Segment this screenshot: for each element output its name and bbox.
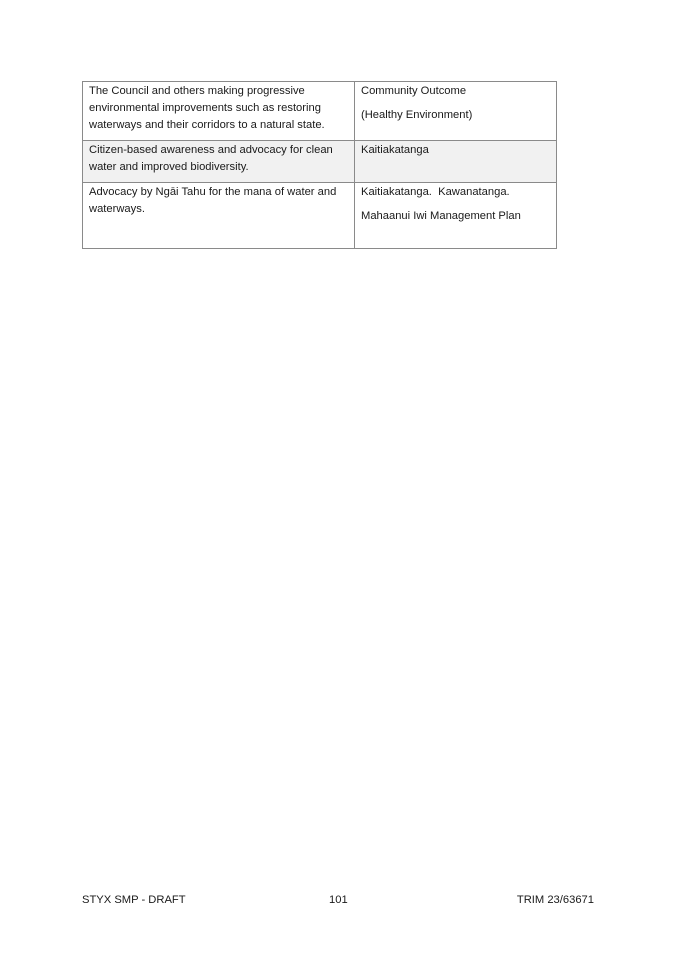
table-cell-right xyxy=(355,82,557,141)
table-row xyxy=(83,82,557,141)
cell-text: The Council and others making progressive environmental improvements such as restoring waterways and their corridors to a natural state. xyxy=(89,85,325,131)
table-cell-left xyxy=(83,82,355,141)
footer-trim-reference: TRIM 23/63671 xyxy=(516,894,594,906)
table-cell-right xyxy=(355,141,557,183)
cell-text: Advocacy by Ngāi Tahu for the mana of water and waterways. xyxy=(89,186,337,215)
footer-page-number: 101 xyxy=(329,894,348,906)
cell-text: (Healthy Environment) xyxy=(361,109,473,121)
cell-text: Mahaanui Iwi Management Plan xyxy=(361,210,521,222)
cell-text: Citizen-based awareness and advocacy for clean water and improved biodiversity. xyxy=(89,144,333,173)
table-cell-left xyxy=(83,141,355,183)
table-row xyxy=(83,141,557,183)
table-cell-left xyxy=(83,183,355,249)
outcomes-table xyxy=(82,81,557,249)
footer-document-title: STYX SMP - DRAFT xyxy=(82,894,186,906)
table-cell-right xyxy=(355,183,557,249)
cell-text: Kaitiakatanga xyxy=(361,144,429,156)
table-row xyxy=(83,183,557,249)
cell-text: Community Outcome xyxy=(361,85,467,97)
cell-text: Kaitiakatanga. Kawanatanga. xyxy=(361,186,510,198)
